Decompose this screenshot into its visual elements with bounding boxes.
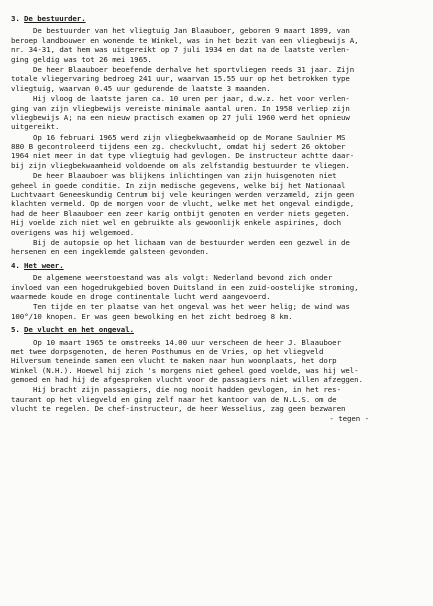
- text-line: hersenen en een ingeklemde galsteen gevonden.: [11, 247, 209, 257]
- section-title: De vlucht en het ongeval.: [24, 325, 134, 335]
- text-line: met twee dorpsgenoten, de heren Posthumus en de Vries, op het vliegveld: [11, 346, 324, 356]
- paragraph: [11, 94, 425, 132]
- text-line: Ten tijde en ter plaatse van het ongeval was het weer helig; de wind was: [33, 302, 350, 312]
- paragraph: [11, 26, 425, 64]
- text-line: Op 10 maart 1965 te omstreeks 14.00 uur verscheen de heer J. Blaauboer: [33, 337, 341, 347]
- text-line: totale vliegervaring bedroeg 241 uur, waarvan 15.55 uur op het betrokken type: [11, 74, 350, 84]
- continuation-marker: - tegen -: [329, 413, 369, 423]
- text-line: vliegbewijs A; na een nieuw practisch examen op 27 juli 1960 werd het opnieuw: [11, 112, 350, 122]
- paragraph: [11, 302, 425, 321]
- text-line: 1964 niet meer in dat type vliegtuig had gevlogen. De instructeur achtte daar-: [11, 151, 355, 161]
- text-line: 100°/10 knopen. Er was geen bewolking en het zicht bedroeg 8 km.: [11, 311, 293, 321]
- paragraph: [11, 273, 425, 301]
- text-line: Hilversum teneinde samen een vlucht te maken naar hun woonplaats, het dorp: [11, 356, 337, 366]
- text-line: De algemene weerstoestand was als volgt: Nederland bevond zich onder: [33, 273, 333, 283]
- section-title: Het weer.: [24, 260, 64, 270]
- text-line: invloed van een hogedrukgebied boven Duitsland in een zuid-oostelijke stroming,: [11, 282, 359, 292]
- text-line: taurant op het vliegveld en ging zelf naar het kantoor van de N.L.S. om de: [11, 394, 337, 404]
- text-line: Hij bracht zijn passagiers, die nog nooit hadden gevlogen, in het res-: [33, 385, 341, 395]
- text-line: Bij de autopsie op het lichaam van de bestuurder werden een gezwel in de: [33, 237, 350, 247]
- text-line: ging geldig was tot 26 mei 1965.: [11, 54, 152, 64]
- section-title: De bestuurder.: [24, 14, 86, 23]
- paragraph: [11, 65, 425, 93]
- text-line: Luchtvaart Geneeskundig Centrum bij vele keuringen werden verzameld, zijn geen: [11, 190, 355, 200]
- text-line: ging van zijn vliegbewijs vereiste minimale aantal uren. In 1958 verliep zijn: [11, 103, 350, 113]
- text-line: uitgereikt.: [11, 122, 60, 132]
- text-line: bij zijn vliegbekwaamheid voldoende om als zelfstandig bestuurder te vliegen.: [11, 160, 350, 170]
- section-number: 5.: [11, 325, 20, 335]
- typewritten-text: [11, 14, 425, 423]
- text-line: De heer Blaauboer was blijkens inlichtingen van zijn huisgenoten niet: [33, 171, 337, 181]
- text-line: geheel in goede conditie. In zijn medische gegevens, welke bij het Nationaal: [11, 180, 346, 190]
- text-line: De bestuurder van het vliegtuig Jan Blaauboer, geboren 9 maart 1899, van: [33, 26, 350, 36]
- text-line: overigens was hij welgemoed.: [11, 227, 135, 237]
- paragraph: [11, 385, 425, 413]
- text-line: gemoed en had hij de afgesproken vlucht voor de passagiers niet willen afzeggen.: [11, 375, 363, 385]
- text-line: De heer Blaauboer beoefende derhalve het sportvliegen reeds 31 jaar. Zijn: [33, 64, 355, 74]
- section-number: 3.: [11, 14, 20, 23]
- text-line: had de heer Blaauboer een zeer karig ontbijt genoten en verder niets gegeten.: [11, 208, 350, 218]
- section-heading: [11, 14, 425, 23]
- paragraph: [11, 133, 425, 171]
- text-line: Hij voelde zich niet wel en gebruikte als gewoonlijk enkele aspirines, doch: [11, 218, 341, 228]
- text-line: nr. 34-31, dat hem was uitgereikt op 7 juli 1934 en dat na de laatste verlen-: [11, 45, 350, 55]
- section-number: 4.: [11, 260, 20, 270]
- text-line: waarmede koude en droge continentale lucht werd aangevoerd.: [11, 291, 271, 301]
- paragraph: [11, 238, 425, 257]
- text-line: Op 16 februari 1965 werd zijn vliegbekwaamheid op de Morane Saulnier MS: [33, 132, 346, 142]
- text-line: beroep landbouwer en wonende te Winkel, was in het bezit van een vliegbewijs A,: [11, 35, 359, 45]
- paragraph: [11, 171, 425, 237]
- text-line: vliegtuig, waarvan 0.45 uur gedurende de laatste 3 maanden.: [11, 83, 271, 93]
- text-line: Winkel (N.H.). Hoewel hij zich 's morgens niet geheel goed voelde, was hij wel-: [11, 365, 359, 375]
- paragraph: [11, 338, 425, 385]
- text-line: 880 B gecontroleerd tijdens een zg. checkvlucht, omdat hij sedert 26 oktober: [11, 142, 346, 152]
- section-heading: [11, 325, 425, 334]
- section-heading: [11, 261, 425, 270]
- text-line: klachten vermeld. Op de morgen voor de vlucht, welke met het ongeval eindigde,: [11, 199, 355, 209]
- text-line: Hij vloog de laatste jaren ca. 10 uren per jaar, d.w.z. het voor verlen-: [33, 94, 350, 104]
- text-line: vlucht te regelen. De chef-instructeur, de heer Wesselius, zag geen bezwaren: [11, 404, 346, 414]
